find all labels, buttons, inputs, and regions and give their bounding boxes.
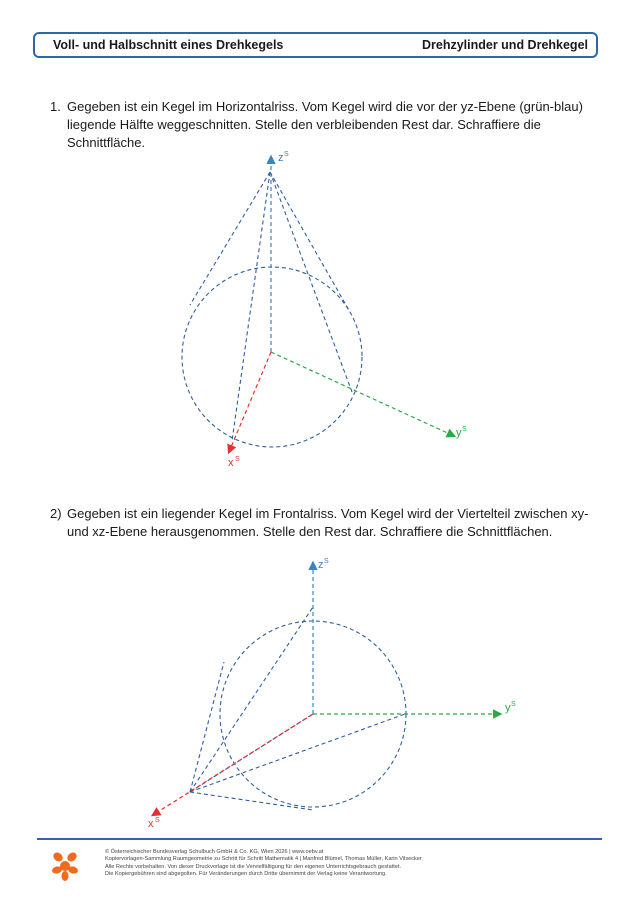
fig1-cone-edge-side [270, 172, 352, 392]
fig1-y-sup: S [462, 426, 467, 433]
fig1-z-label: z [278, 152, 284, 164]
fig1-z-sup: S [284, 151, 289, 158]
fig2-cone-edge-left [190, 662, 224, 792]
figure-1 [182, 151, 467, 469]
fig2-cone-edge-top [190, 607, 313, 792]
fig1-x-label: x [228, 457, 234, 469]
fig1-x-sup: S [235, 456, 240, 463]
fig2-y-sup: S [511, 701, 516, 708]
fig2-y-label: y [505, 702, 511, 714]
figure-2 [148, 558, 516, 830]
footer-line-3: Alle Rechte vorbehalten. Von dieser Druckvorlage ist die Vervielfältigung für den eigenen Unterrichtsgebrauch gestattet. [105, 863, 402, 870]
fig1-cone-edge-right [270, 172, 350, 312]
fig1-y-axis [271, 352, 454, 436]
fig1-x-axis [229, 352, 271, 452]
fig2-z-sup: S [324, 558, 329, 565]
publisher-logo-icon [52, 851, 78, 881]
fig2-x-label: x [148, 818, 154, 830]
fig2-x-axis [153, 714, 313, 815]
fig1-cone-edge-left [190, 172, 270, 305]
footer-text [105, 849, 585, 878]
footer-line-1: © Österreichischer Bundesverlag Schulbuch GmbH & Co. KG, Wien 2026 | www.oebv.at [105, 849, 324, 855]
fig2-z-label: z [318, 559, 324, 571]
fig2-x-sup: S [155, 817, 160, 824]
task-2-number: 2) [50, 506, 62, 521]
footer-divider [37, 838, 602, 840]
fig1-base-circle [182, 267, 362, 447]
task-1-number: 1. [50, 99, 61, 114]
footer-line-4: Die Kopiergebühren sind abgegolten. Für Veränderungen durch Dritte übernimmt der Verlag keine Verantwortung. [105, 870, 387, 877]
fig2-cone-edge-right [190, 714, 405, 792]
worksheet-title: Voll- und Halbschnitt eines Drehkegels [53, 38, 284, 52]
chapter-title: Drehzylinder und Drehkegel [421, 38, 588, 52]
footer-line-2: Kopiervorlagen-Sammlung Raumgeometrie zu Schritt für Schritt Mathematik 4 | Manfred Blümel, Thomas Müller, Karin Vilsecker [105, 856, 422, 863]
fig1-y-label: y [456, 427, 462, 439]
task-1-text: Gegeben ist ein Kegel im Horizontalriss. Vom Kegel wird die vor der yz-Ebene (grün-blau) liegende Hälfte weggeschnitten. Stelle den verbleibenden Rest dar. Schraffiere die Schnittfläche. [67, 99, 583, 150]
fig2-cone-edge-bottom [190, 792, 313, 810]
task-2-text: Gegeben ist ein liegender Kegel im Frontalriss. Vom Kegel wird der Viertelteil zwischen xy- und xz-Ebene herausgenommen. Stelle den Rest dar. Schraffiere die Schnittflächen. [67, 506, 589, 539]
